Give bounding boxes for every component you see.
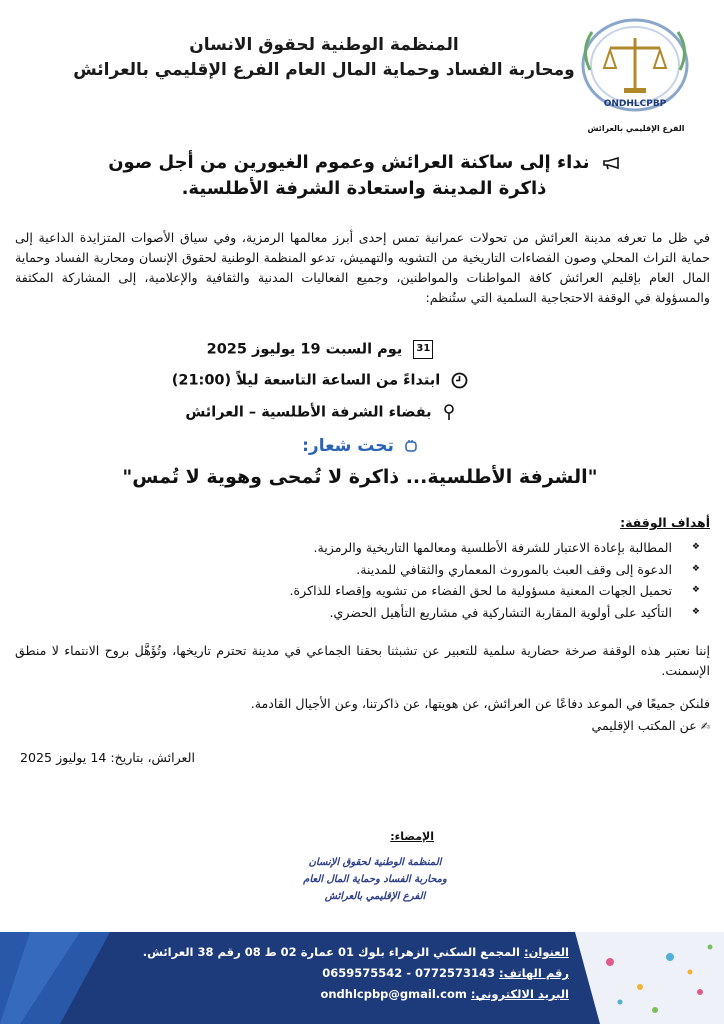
org-name-line2: ومحاربة الفساد وحماية المال العام الفرع الإقليمي بالعرائش [73, 60, 575, 80]
footer-address [143, 942, 569, 963]
signature-label: الإمضاء: [390, 830, 434, 843]
official-stamp [270, 854, 480, 905]
event-place [80, 404, 560, 421]
closing-paragraph-1: إننا نعتبر هذه الوقفة صرخة حضارية سلمية للتعبير عن تشبثنا بحقنا الجماعي في مدينة تحترم تاريخها، وتُؤَهَّل بروح الانتماء لا منطق الإسمنت. [15, 643, 710, 678]
location-pin-icon [443, 404, 455, 421]
footer-contact [143, 942, 569, 1005]
slogan-heading-text: تحت شعار: [302, 436, 394, 456]
phone-value: 0659575542 - 0772573143 [322, 966, 496, 980]
address-value: المجمع السكني الزهراء بلوك 01 عمارة 02 ط 08 رقم 38 العرائش. [142, 945, 520, 959]
address-label: العنوان: [523, 945, 569, 959]
call-title [64, 150, 664, 202]
clock-icon [451, 372, 468, 389]
email-label: البريد الالكتروني: [470, 987, 569, 1001]
calendar-icon [413, 340, 433, 359]
intro-paragraph: في ظل ما تعرفه مدينة العرائش من تحولات عمرانية تمس إحدى أبرز معالمها الرمزية، وفي سياق الأصوات المتزايدة الداعية إلى حماية التراث المحلي وصون الفضاءات التاريخية من التشويه والتهميش، تدعو المنظمة الوطنية لحقوق الإنسان ومحاربة الفساد وحماية المال العام بإقليم العرائش كافة المواطنات والمواطنين، وجميع الفعاليات المدنية والثقافية والإعلامية، إلى المشاركة المكثفة والمسؤولة في الوقفة الاحتجاجية السلمية التي ستُنظم: [15, 230, 710, 305]
call-line2: ذاكرة المدينة واستعادة الشرفة الأطلسية. [181, 178, 547, 199]
slogan-heading [210, 436, 510, 456]
logo-text: ONDHLCPBP [603, 99, 667, 109]
goal-item: ❖ التأكيد على أولوية المقاربة التشاركية في مشاريع التأهيل الحضري. [20, 602, 710, 624]
logo-caption: الفرع الإقليمي بالعرائش [587, 124, 685, 133]
closing-from [15, 716, 710, 737]
goal-item: ❖ الدعوة إلى وقف العبث بالموروث المعماري والثقافي للمدينة. [20, 559, 710, 581]
closing-from-text: عن المكتب الإقليمي [591, 718, 697, 733]
goals-heading: أهداف الوقفة: [620, 515, 710, 530]
phone-label: رقم الهاتف: [499, 966, 569, 980]
footer-phone [143, 963, 569, 984]
stamp-line1: المنظمة الوطنية لحقوق الإنسان [308, 857, 442, 868]
calendar-day: 31 [416, 343, 431, 354]
org-name-line1: المنظمة الوطنية لحقوق الانسان [189, 35, 459, 55]
slogan-text: "الشرفة الأطلسية... ذاكرة لا تُمحى وهوية لا تُمس" [122, 466, 598, 488]
footer [0, 932, 724, 1024]
footer-email [143, 984, 569, 1005]
org-header [64, 33, 584, 83]
event-place-text: بفضاء الشرفة الأطلسية – العرائش [185, 404, 432, 421]
closing-paragraph-2: فلنكن جميعًا في الموعد دفاعًا عن العرائش، عن هويتها، عن ذاكرتنا، وعن الأجيال القادمة. [250, 696, 710, 711]
email-value[interactable]: ondhlcpbp@gmail.com [320, 987, 467, 1001]
stamp-line3: الفرع الإقليمي بالعرائش [324, 891, 426, 902]
event-date-text: يوم السبت 19 يوليوز 2025 [206, 341, 403, 358]
goal-item: ❖ المطالبة بإعادة الاعتبار للشرفة الأطلسية ومعالمها التاريخية والرمزية. [20, 537, 710, 559]
call-line1: نداء إلى ساكنة العرائش وعموم الغيورين من أجل صون [108, 152, 590, 173]
megaphone-icon [602, 156, 620, 170]
pen-icon: ✍ [700, 720, 710, 733]
event-time [80, 372, 560, 389]
event-date [80, 340, 560, 359]
closing-date: العرائش، بتاريخ: 14 يوليوز 2025 [20, 750, 195, 765]
goal-item: ❖ تحميل الجهات المعنية مسؤولية ما لحق الفضاء من تشويه وإقصاء للذاكرة. [20, 580, 710, 602]
stamp-line2: ومحاربة الفساد وحماية المال العام [303, 874, 447, 885]
goals-list [20, 537, 710, 623]
organization-logo [560, 10, 710, 130]
event-time-text: ابتداءً من الساعة التاسعة ليلاً (21:00) [171, 372, 441, 389]
hand-point-icon [404, 439, 418, 453]
